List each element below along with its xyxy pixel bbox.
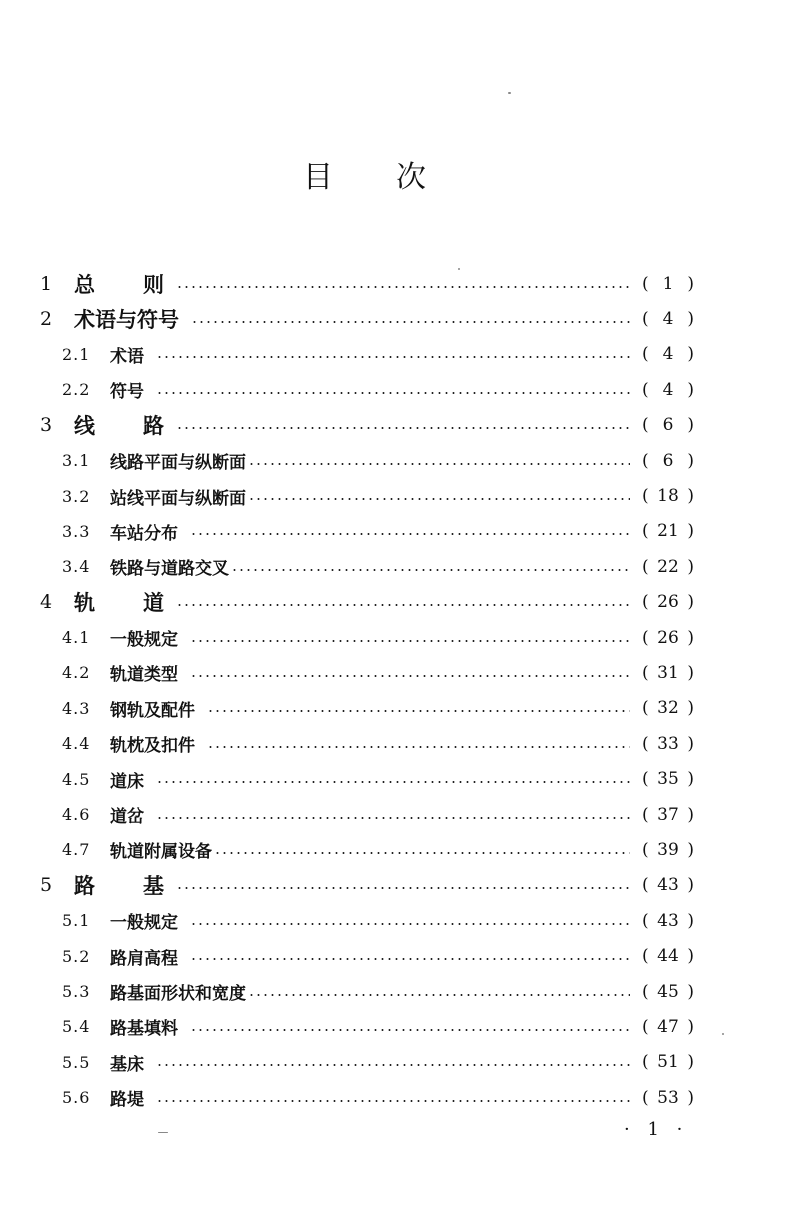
toc-page-reference bbox=[642, 1088, 694, 1108]
scan-speck bbox=[158, 1132, 168, 1133]
close-paren: ) bbox=[687, 556, 694, 577]
toc-page-reference bbox=[642, 769, 694, 789]
open-paren: ( bbox=[642, 344, 649, 365]
open-paren: ( bbox=[642, 521, 649, 542]
toc-entry-title: 符号 bbox=[110, 382, 144, 403]
toc-page-reference bbox=[642, 628, 694, 648]
toc-entry-number: 3 bbox=[40, 414, 53, 437]
toc-section-entry[interactable] bbox=[0, 1009, 790, 1044]
toc-entry-title: 轨枕及扣件 bbox=[110, 736, 195, 757]
toc-page-reference bbox=[642, 557, 694, 577]
open-paren: ( bbox=[642, 804, 649, 825]
toc-page-reference bbox=[642, 946, 694, 966]
dot-leader bbox=[190, 675, 630, 677]
open-paren: ( bbox=[642, 592, 649, 613]
toc-entry-title: 一般规定 bbox=[110, 630, 178, 651]
toc-entry-title: 轨道类型 bbox=[110, 665, 178, 686]
close-paren: ) bbox=[687, 486, 694, 507]
toc-entry-number: 5.1 bbox=[62, 911, 91, 931]
toc-entry-number: 4.5 bbox=[62, 769, 91, 789]
toc-entry-title: 路基填料 bbox=[110, 1019, 178, 1040]
close-paren: ) bbox=[687, 946, 694, 967]
toc-entry-title-char: 则 bbox=[143, 271, 164, 297]
toc-entry-number: 4.7 bbox=[62, 840, 91, 860]
toc-page-reference bbox=[642, 1052, 694, 1072]
toc-page-number: 18 bbox=[657, 486, 679, 507]
toc-page-reference bbox=[642, 840, 694, 860]
toc-section-entry[interactable] bbox=[0, 443, 790, 478]
toc-entry-number: 3.3 bbox=[62, 521, 91, 541]
toc-entry-title-char: 路 bbox=[74, 873, 95, 899]
toc-page-reference bbox=[642, 805, 694, 825]
toc-page-number: 47 bbox=[657, 1016, 679, 1037]
toc-section-entry[interactable] bbox=[0, 549, 790, 584]
toc-page-number: 43 bbox=[657, 875, 679, 896]
toc-entry-title: 路基面形状和宽度 bbox=[110, 984, 246, 1004]
toc-page-reference bbox=[642, 1017, 694, 1037]
toc-entry-title bbox=[74, 870, 164, 900]
dot-leader bbox=[231, 569, 630, 571]
open-paren: ( bbox=[642, 273, 649, 294]
close-paren: ) bbox=[687, 981, 694, 1002]
toc-entry-number: 5.4 bbox=[62, 1017, 91, 1037]
toc-section-entry[interactable] bbox=[0, 478, 790, 513]
toc-section-entry[interactable] bbox=[0, 761, 790, 796]
toc-page-reference bbox=[642, 451, 694, 471]
close-paren: ) bbox=[687, 415, 694, 436]
toc-chapter-entry[interactable] bbox=[0, 408, 790, 443]
open-paren: ( bbox=[642, 946, 649, 967]
close-paren: ) bbox=[687, 839, 694, 860]
toc-entry-number: 4.2 bbox=[62, 663, 91, 683]
toc-entry-title: 一般规定 bbox=[110, 913, 178, 934]
dot-leader bbox=[248, 498, 630, 500]
toc-entry-number: 5 bbox=[40, 874, 53, 897]
toc-page-number: 4 bbox=[662, 379, 674, 400]
scan-speck bbox=[458, 268, 460, 270]
toc-chapter-entry[interactable] bbox=[0, 585, 790, 620]
toc-page-reference bbox=[642, 521, 694, 541]
dot-leader bbox=[190, 640, 630, 642]
toc-page-number: 4 bbox=[662, 344, 674, 365]
toc-page-number: 4 bbox=[662, 309, 674, 330]
toc-page-number: 6 bbox=[662, 450, 674, 471]
open-paren: ( bbox=[642, 1016, 649, 1037]
toc-page-reference bbox=[642, 592, 694, 612]
close-paren: ) bbox=[687, 733, 694, 754]
open-paren: ( bbox=[642, 450, 649, 471]
toc-entry-number: 3.2 bbox=[62, 486, 91, 506]
toc-section-entry[interactable] bbox=[0, 337, 790, 372]
open-paren: ( bbox=[642, 875, 649, 896]
toc-entry-number: 1 bbox=[40, 272, 53, 295]
open-paren: ( bbox=[642, 698, 649, 719]
toc-chapter-entry[interactable] bbox=[0, 301, 790, 336]
toc-page-reference bbox=[642, 911, 694, 931]
toc-page-number: 51 bbox=[657, 1052, 679, 1073]
dot-leader bbox=[207, 710, 630, 712]
toc-page-reference bbox=[642, 875, 694, 895]
toc-entry-title: 路堤 bbox=[110, 1090, 144, 1111]
dot-leader bbox=[176, 604, 630, 606]
toc-entry-title-char: 线 bbox=[74, 413, 95, 439]
open-paren: ( bbox=[642, 309, 649, 330]
toc-entry-number: 5.5 bbox=[62, 1052, 91, 1072]
open-paren: ( bbox=[642, 1087, 649, 1108]
toc-page-number: 31 bbox=[657, 662, 679, 683]
toc-entry-number: 4.1 bbox=[62, 628, 91, 648]
dot-leader bbox=[176, 427, 630, 429]
toc-page-number: 37 bbox=[657, 804, 679, 825]
toc-entry-number: 5.3 bbox=[62, 982, 91, 1001]
dot-leader bbox=[191, 321, 630, 323]
toc-section-entry[interactable] bbox=[0, 514, 790, 549]
toc-page-reference bbox=[642, 309, 694, 329]
toc-entry-title: 站线平面与纵断面 bbox=[110, 488, 246, 509]
close-paren: ) bbox=[687, 804, 694, 825]
toc-chapter-entry[interactable] bbox=[0, 266, 790, 301]
toc-page-reference bbox=[642, 486, 694, 506]
toc-entry-title: 道岔 bbox=[110, 807, 144, 828]
toc-section-entry[interactable] bbox=[0, 372, 790, 407]
close-paren: ) bbox=[687, 592, 694, 613]
title-char-1: 目 bbox=[303, 160, 333, 195]
title-char-2: 次 bbox=[396, 160, 426, 195]
toc-page-reference bbox=[642, 344, 694, 364]
toc-entry-title bbox=[74, 587, 164, 617]
toc-section-entry[interactable] bbox=[0, 726, 790, 761]
toc-section-entry[interactable] bbox=[0, 903, 790, 938]
dot-leader bbox=[156, 392, 630, 394]
open-paren: ( bbox=[642, 733, 649, 754]
toc-section-entry[interactable] bbox=[0, 620, 790, 655]
toc-page-number: 43 bbox=[657, 910, 679, 931]
toc-entry-number: 2.1 bbox=[62, 344, 91, 364]
close-paren: ) bbox=[687, 309, 694, 330]
dot-leader bbox=[190, 958, 630, 960]
toc-section-entry[interactable] bbox=[0, 797, 790, 832]
close-paren: ) bbox=[687, 1052, 694, 1073]
toc-entry-title: 道床 bbox=[110, 771, 144, 792]
toc-page-number: 53 bbox=[657, 1087, 679, 1108]
open-paren: ( bbox=[642, 556, 649, 577]
close-paren: ) bbox=[687, 698, 694, 719]
toc-page-number: 26 bbox=[657, 627, 679, 648]
toc-page-number: 6 bbox=[662, 415, 674, 436]
dot-leader bbox=[190, 1029, 630, 1031]
toc-entry-number: 2.2 bbox=[62, 380, 91, 400]
table-of-contents bbox=[0, 266, 790, 1115]
toc-section-entry[interactable] bbox=[0, 938, 790, 973]
toc-section-entry[interactable] bbox=[0, 974, 790, 1009]
toc-page-number: 39 bbox=[657, 839, 679, 860]
toc-entry-number: 3.4 bbox=[62, 557, 91, 577]
toc-entry-number: 5.2 bbox=[62, 946, 91, 966]
toc-entry-title-char: 基 bbox=[143, 873, 164, 899]
toc-entry-number: 4.4 bbox=[62, 734, 91, 754]
toc-page-reference bbox=[642, 734, 694, 754]
toc-entry-title: 铁路与道路交叉 bbox=[110, 559, 229, 580]
toc-page-number: 26 bbox=[657, 592, 679, 613]
toc-entry-title: 线路平面与纵断面 bbox=[110, 453, 246, 474]
dot-leader bbox=[156, 1100, 630, 1102]
dot-leader bbox=[176, 286, 630, 288]
toc-entry-title-char: 道 bbox=[143, 590, 164, 616]
open-paren: ( bbox=[642, 910, 649, 931]
toc-entry-title: 钢轨及配件 bbox=[110, 700, 195, 721]
toc-page-reference bbox=[642, 663, 694, 683]
close-paren: ) bbox=[687, 450, 694, 471]
open-paren: ( bbox=[642, 379, 649, 400]
toc-section-entry[interactable] bbox=[0, 655, 790, 690]
open-paren: ( bbox=[642, 769, 649, 790]
toc-entry-title: 基床 bbox=[110, 1054, 144, 1075]
open-paren: ( bbox=[642, 839, 649, 860]
dot-leader bbox=[248, 994, 630, 996]
toc-entry-title: 术语 bbox=[110, 346, 144, 367]
dot-leader bbox=[156, 817, 630, 819]
dot-leader bbox=[190, 533, 630, 535]
toc-chapter-entry[interactable] bbox=[0, 868, 790, 903]
close-paren: ) bbox=[687, 769, 694, 790]
scan-speck bbox=[508, 92, 511, 94]
dot-leader bbox=[207, 746, 630, 748]
close-paren: ) bbox=[687, 627, 694, 648]
toc-entry-title: 术语与符号 bbox=[74, 307, 179, 333]
toc-entry-number: 2 bbox=[40, 308, 53, 331]
close-paren: ) bbox=[687, 910, 694, 931]
toc-page-number: 35 bbox=[657, 769, 679, 790]
scan-speck bbox=[722, 1033, 724, 1035]
dot-leader bbox=[190, 923, 630, 925]
page-number: · 1 · bbox=[624, 1119, 689, 1140]
dot-leader bbox=[156, 1064, 630, 1066]
toc-page-number: 45 bbox=[657, 981, 679, 1002]
toc-page-number: 1 bbox=[662, 273, 674, 294]
open-paren: ( bbox=[642, 627, 649, 648]
dot-leader bbox=[214, 852, 630, 854]
open-paren: ( bbox=[642, 486, 649, 507]
toc-entry-title-char: 轨 bbox=[74, 590, 95, 616]
toc-section-entry[interactable] bbox=[0, 832, 790, 867]
toc-page-reference bbox=[642, 380, 694, 400]
toc-section-entry[interactable] bbox=[0, 1045, 790, 1080]
toc-entry-number: 4.3 bbox=[62, 698, 91, 718]
dot-leader bbox=[176, 887, 630, 889]
toc-page-reference bbox=[642, 698, 694, 718]
dot-leader bbox=[156, 356, 630, 358]
toc-page-number: 33 bbox=[657, 733, 679, 754]
toc-page-reference bbox=[642, 274, 694, 294]
dot-leader bbox=[248, 463, 630, 465]
toc-entry-number: 3.1 bbox=[62, 451, 91, 471]
open-paren: ( bbox=[642, 415, 649, 436]
toc-entry-title-char: 总 bbox=[74, 271, 95, 297]
toc-page-reference bbox=[642, 982, 694, 1002]
close-paren: ) bbox=[687, 344, 694, 365]
toc-entry-title bbox=[74, 269, 164, 299]
toc-entry-title: 路肩高程 bbox=[110, 948, 178, 969]
close-paren: ) bbox=[687, 875, 694, 896]
close-paren: ) bbox=[687, 1087, 694, 1108]
toc-page-number: 22 bbox=[657, 556, 679, 577]
close-paren: ) bbox=[687, 379, 694, 400]
toc-page-reference bbox=[642, 415, 694, 435]
open-paren: ( bbox=[642, 981, 649, 1002]
open-paren: ( bbox=[642, 1052, 649, 1073]
close-paren: ) bbox=[687, 1016, 694, 1037]
close-paren: ) bbox=[687, 273, 694, 294]
toc-entry-title-char: 路 bbox=[143, 413, 164, 439]
toc-page-number: 32 bbox=[657, 698, 679, 719]
toc-page-number: 21 bbox=[657, 521, 679, 542]
toc-entry-number: 4.6 bbox=[62, 805, 91, 825]
toc-entry-title: 轨道附属设备 bbox=[110, 842, 212, 863]
toc-section-entry[interactable] bbox=[0, 1080, 790, 1115]
page-title bbox=[0, 158, 790, 198]
toc-section-entry[interactable] bbox=[0, 691, 790, 726]
toc-entry-title bbox=[74, 410, 164, 440]
dot-leader bbox=[156, 781, 630, 783]
toc-page-number: 44 bbox=[657, 946, 679, 967]
close-paren: ) bbox=[687, 521, 694, 542]
toc-entry-title: 车站分布 bbox=[110, 523, 178, 544]
toc-entry-number: 4 bbox=[40, 591, 53, 614]
close-paren: ) bbox=[687, 662, 694, 683]
open-paren: ( bbox=[642, 662, 649, 683]
toc-entry-number: 5.6 bbox=[62, 1088, 91, 1108]
